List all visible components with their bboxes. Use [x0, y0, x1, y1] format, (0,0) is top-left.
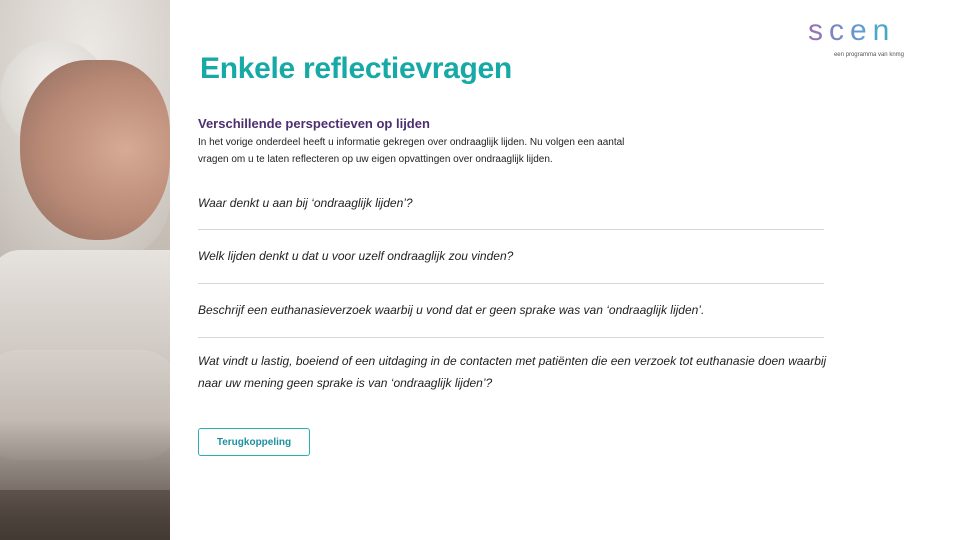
question-2: Welk lijden denkt u dat u voor uzelf ondraaglijk zou vinden? [198, 249, 514, 263]
photo-shadow [0, 420, 170, 540]
question-3: Beschrijf een euthanasieverzoek waarbij u vond dat er geen sprake was van ‘ondraaglijk lijden’. [198, 303, 705, 317]
feedback-button[interactable]: Terugkoppeling [198, 428, 310, 456]
question-4: Wat vindt u lastig, boeiend of een uitdaging in de contacten met patiënten die een verzoek tot euthanasie doen waarbij naar uw mening geen sprake is van ‘ondraaglijk lijden’? [198, 354, 827, 390]
logo-tagline: een programma van knmg [833, 52, 904, 58]
section-intro [198, 134, 668, 168]
intro-line-1: In het vorige onderdeel heeft u informatie gekregen over ondraaglijk lijden. Nu volgen een aantal [198, 137, 625, 148]
divider [198, 283, 824, 284]
divider [198, 229, 824, 230]
question-1: Waar denkt u aan bij ‘ondraaglijk lijden’? [198, 196, 413, 210]
content-panel [170, 30, 960, 540]
scen-logo [808, 14, 904, 66]
elderly-patient-photo [0, 0, 170, 540]
intro-line-2: vragen om u te laten reflecteren op uw eigen opvattingen over ondraaglijk lijden. [198, 154, 553, 165]
section-heading: Verschillende perspectieven op lijden [198, 116, 430, 131]
face-shape [20, 60, 170, 240]
divider [198, 337, 824, 338]
logo-wordmark: scen [808, 14, 904, 48]
page-title: Enkele reflectievragen [200, 52, 512, 85]
